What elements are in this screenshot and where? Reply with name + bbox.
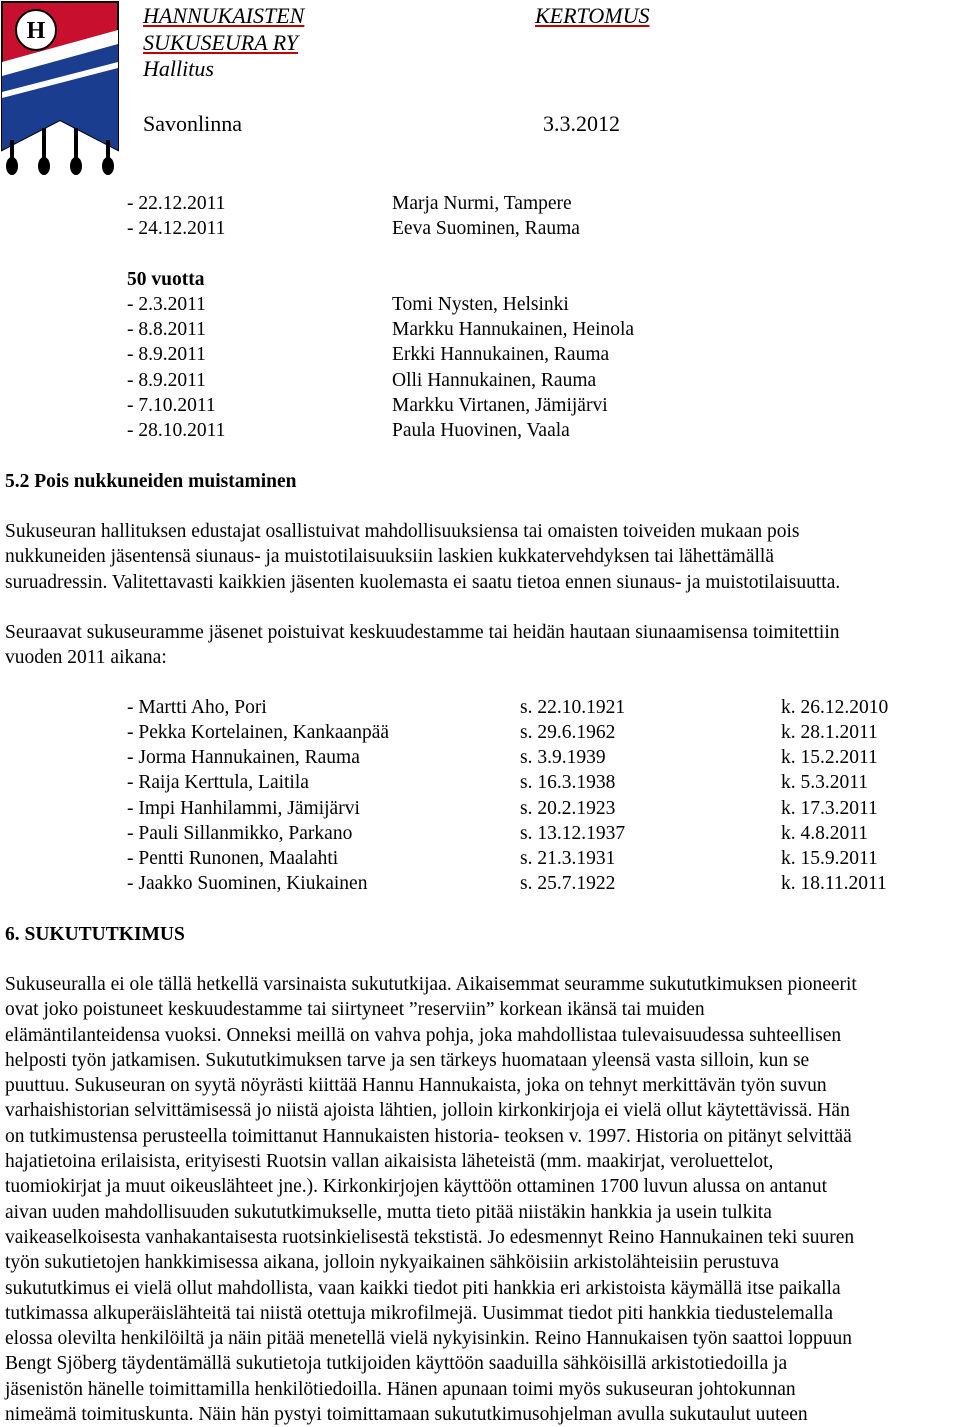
deceased-born: s. 22.10.1921 — [520, 697, 626, 718]
deceased-name: - Pekka Kortelainen, Kankaanpää — [127, 722, 390, 743]
text-line: elossa olevilta henkilöiltä ja näin pitää menetellä vielä nykyisinkin. Reino Hannukaisen työn saattoi loppuun — [5, 1328, 852, 1350]
text-line: aivan uuden mahdollisuuden sukututkimukselle, mutta tieto pitää niistäkin hankkia ja usein tulkita — [5, 1201, 772, 1223]
text-line: jäsenistön hänelle toimittamilla henkilötiedoilla. Hänen apunaan toimi myös sukuseuran johtokunnan — [5, 1378, 796, 1400]
deceased-name: - Jorma Hannukainen, Rauma — [127, 747, 360, 768]
anniversary-date: - 2.3.2011 — [127, 294, 206, 315]
deceased-name: - Jaakko Suominen, Kiukainen — [127, 873, 368, 894]
anniversary-name: Eeva Suominen, Rauma — [392, 218, 580, 239]
paragraph-deceased-intro — [5, 620, 960, 671]
text-line: ovat joko poistuneet keskuudestamme tai siirtyneet ”reserviin” korkean ikänsä tai muiden — [5, 999, 705, 1021]
deceased-name: - Martti Aho, Pori — [127, 697, 267, 718]
place: Savonlinna — [143, 111, 242, 136]
anniversary-name: Marja Nurmi, Tampere — [392, 193, 572, 214]
deceased-died: k. 28.1.2011 — [781, 722, 878, 743]
deceased-born: s. 16.3.1938 — [520, 772, 616, 793]
deceased-born: s. 25.7.1922 — [520, 873, 616, 894]
anniversary-date: - 28.10.2011 — [127, 420, 226, 441]
anniversary-name: Paula Huovinen, Vaala — [392, 420, 570, 441]
org-name-line2: SUKUSEURA RY — [143, 30, 299, 55]
fifty-years-heading: 50 vuotta — [127, 269, 205, 290]
family-crest-banner-icon — [0, 0, 132, 176]
anniversary-name: Erkki Hannukainen, Rauma — [392, 344, 610, 365]
deceased-born: s. 20.2.1923 — [520, 798, 616, 819]
text-line: suruadressin. Valitettavasti kaikkien jäsenten kuolemasta ei saatu tietoa ennen siunaus- ja muistotilaisuutta. — [5, 571, 841, 593]
deceased-born: s. 3.9.1939 — [520, 747, 606, 768]
text-line: vuoden 2011 aikana: — [5, 647, 167, 669]
deceased-born: s. 13.12.1937 — [520, 823, 626, 844]
anniversary-date: - 7.10.2011 — [127, 395, 216, 416]
deceased-name: - Raija Kerttula, Laitila — [127, 772, 309, 793]
text-line: nimeämä toimituskunta. Näin hän pystyi toimittamaan sukututkimusohjelman avulla sukutaulut uuteen — [5, 1404, 808, 1426]
deceased-name: - Pauli Sillanmikko, Parkano — [127, 823, 353, 844]
deceased-died: k. 17.3.2011 — [781, 798, 878, 819]
text-line: tuomiokirjat ja muut oikeuslähteet jne.). Kirkonkirjojen käyttöön ottaminen 1700 luvun alussa on antanut — [5, 1176, 828, 1198]
anniversary-name: Markku Virtanen, Jämijärvi — [392, 395, 608, 416]
text-line: Bengt Sjöberg täydentämällä sukutietoja tutkijoiden käyttöön saaduilla sähköisillä arkistotiedoilla ja — [5, 1353, 788, 1375]
deceased-name: - Pentti Runonen, Maalahti — [127, 848, 339, 869]
deceased-died: k. 4.8.2011 — [781, 823, 869, 844]
paragraph-remembrance — [5, 519, 960, 595]
deceased-died: k. 26.12.2010 — [781, 697, 889, 718]
text-line: Sukuseuran hallituksen edustajat osallistuivat mahdollisuuksiensa tai omaisten toiveiden mukaan pois — [5, 521, 800, 542]
text-line: hajatietoina erilaisista, erityisesti Ruotsin vallan aikaisista läheteistä (mm. maakirjat, veroluettelot, — [5, 1151, 774, 1173]
text-line: vaikeaselkoisesta vanhakantaisesta ruotsinkielisestä tekstistä. Jo edesmennyt Reino Hannukainen teki suuren — [5, 1226, 855, 1248]
deceased-died: k. 5.3.2011 — [781, 772, 869, 793]
deceased-name: - Impi Hanhilammi, Jämijärvi — [127, 798, 360, 819]
anniversary-date: - 22.12.2011 — [127, 193, 226, 214]
text-line: puuttuu. Sukuseuran on syytä nöyrästi kiittää Hannu Hannukaista, joka on tehnyt merkittävän työn suvun — [5, 1075, 827, 1097]
text-line: Seuraavat sukuseuramme jäsenet poistuivat keskuudestamme tai heidän hautaan siunaamisensa toimitettiin — [5, 622, 840, 643]
deceased-died: k. 15.9.2011 — [781, 848, 878, 869]
anniversary-date: - 8.9.2011 — [127, 370, 206, 391]
anniversary-name: Tomi Nysten, Helsinki — [392, 294, 569, 315]
anniversary-name: Markku Hannukainen, Heinola — [392, 319, 635, 340]
deceased-died: k. 18.11.2011 — [781, 873, 887, 894]
section-heading-5-2: 5.2 Pois nukkuneiden muistaminen — [5, 471, 297, 492]
deceased-born: s. 29.6.1962 — [520, 722, 616, 743]
anniversary-date: - 24.12.2011 — [127, 218, 226, 239]
text-line: helposti työn jatkamisen. Sukututkimuksen tarve ja sen tärkeys huomataan yleensä vasta silloin, kun se — [5, 1049, 810, 1071]
text-line: sukututkimus ei vielä ollut mahdollista, vaan kaikki tiedot piti hankkia eri arkistoista käymällä itse paikalla — [5, 1277, 841, 1299]
text-line: Sukuseuralla ei ole tällä hetkellä varsinaista sukututkijaa. Aikaisemmat seuramme sukututkimuksen pioneerit — [5, 974, 857, 995]
anniversary-name: Olli Hannukainen, Rauma — [392, 370, 597, 391]
org-name-line1: HANNUKAISTEN — [143, 3, 305, 28]
text-line: tutkimassa alkuperäislähteitä tai niistä otettuja mikrofilmejä. Uusimmat tiedot piti hankkia tiedustelemalla — [5, 1302, 833, 1324]
org-board: Hallitus — [143, 56, 214, 81]
anniversary-date: - 8.9.2011 — [127, 344, 206, 365]
section-heading-6: 6. SUKUTUTKIMUS — [5, 924, 185, 945]
deceased-died: k. 15.2.2011 — [781, 747, 878, 768]
document-type: KERTOMUS — [535, 3, 650, 28]
anniversary-date: - 8.8.2011 — [127, 319, 206, 340]
text-line: on tutkimustensa perusteella toimittanut Hannukaisten historia- teoksen v. 1997. Historia on pitänyt selvittää — [5, 1125, 852, 1147]
text-line: työn sukutietojen hankkimisessa aikana, jolloin nykyaikainen sähköisiin arkistolähteisiin perustuva — [5, 1252, 779, 1274]
paragraph-genealogy — [5, 972, 960, 1427]
text-line: varhaishistorian selvittämisessä jo niistä ajoista lähtien, jolloin kirkonkirjoja ei vielä ollut käytettävissä. Hän — [5, 1100, 850, 1122]
deceased-born: s. 21.3.1931 — [520, 848, 616, 869]
text-line: nukkuneiden jäsentensä siunaus- ja muistotilaisuuksiin laskien kukkatervehdyksen tai lähettämällä — [5, 546, 774, 568]
text-line: elämäntilanteidensa vuoksi. Onneksi meillä on vahva pohja, joka mahdollistaa tulevaisuudessa suhteellisen — [5, 1024, 842, 1046]
document-date: 3.3.2012 — [543, 111, 620, 136]
svg-text:H: H — [26, 18, 46, 44]
